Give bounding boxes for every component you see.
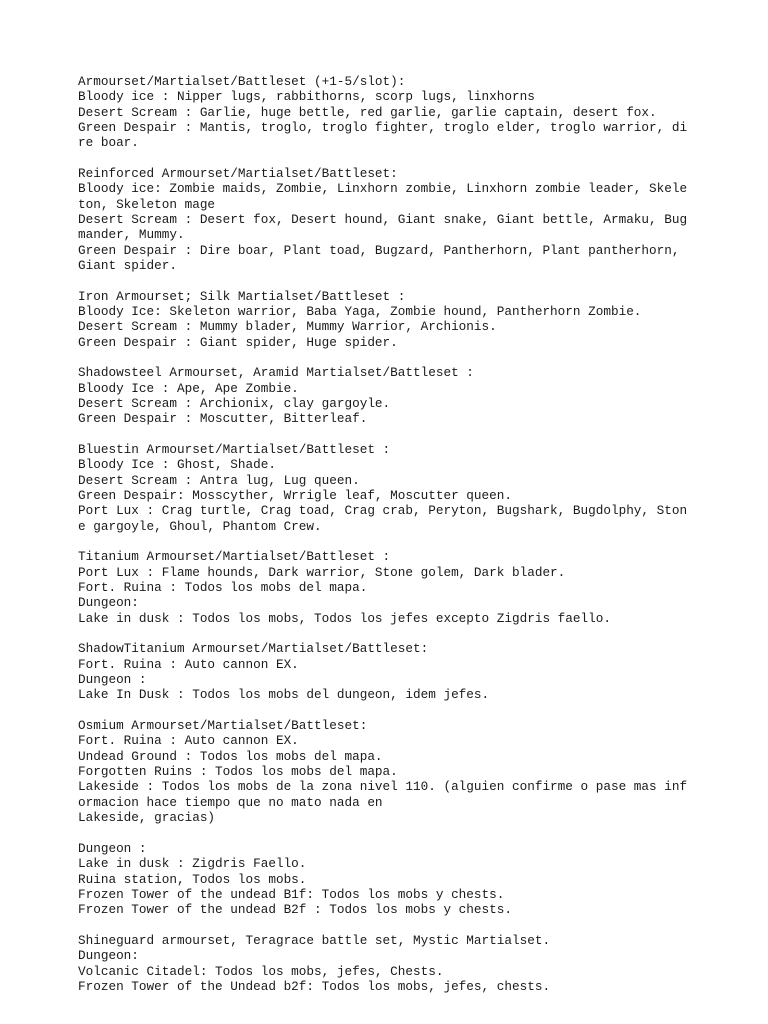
text-line: Bloody Ice : Ape, Ape Zombie. bbox=[78, 380, 299, 396]
text-line: Iron Armourset; Silk Martialset/Battleset : bbox=[78, 288, 406, 304]
text-line: Desert Scream : Archionix, clay gargoyle. bbox=[78, 396, 391, 412]
text-line: Green Despair : Moscutter, Bitterleaf. bbox=[78, 411, 368, 427]
text-line: Desert Scream : Mummy blader, Mummy Warrior, Archionis. bbox=[78, 319, 497, 335]
text-paragraph bbox=[78, 442, 758, 534]
text-line: Bloody ice: Zombie maids, Zombie, Linxhorn zombie, Linxhorn zombie leader, Skele bbox=[78, 181, 688, 197]
text-paragraph bbox=[78, 166, 758, 273]
text-line: Desert Scream : Desert fox, Desert hound, Giant snake, Giant bettle, Armaku, Bug bbox=[78, 212, 688, 228]
text-paragraph bbox=[78, 933, 758, 994]
text-line: Reinforced Armourset/Martialset/Battleset: bbox=[78, 166, 398, 182]
text-line: Lake in dusk : Todos los mobs, Todos los jefes excepto Zigdris faello. bbox=[78, 610, 611, 626]
text-line: Bluestin Armourset/Martialset/Battleset : bbox=[78, 442, 391, 458]
text-line: mander, Mummy. bbox=[78, 227, 185, 243]
text-line: Bloody Ice: Skeleton warrior, Baba Yaga, Zombie hound, Pantherhorn Zombie. bbox=[78, 304, 642, 320]
text-line: ton, Skeleton mage bbox=[78, 196, 216, 212]
text-line: ShadowTitanium Armourset/Martialset/Battleset: bbox=[78, 641, 429, 657]
text-line: Lakeside, gracias) bbox=[78, 810, 216, 826]
text-line: Lake in dusk : Zigdris Faello. bbox=[78, 856, 307, 872]
text-line: Lakeside : Todos los mobs de la zona nivel 110. (alguien confirme o pase mas inf bbox=[78, 779, 688, 795]
text-paragraph bbox=[78, 641, 758, 702]
text-line: Titanium Armourset/Martialset/Battleset : bbox=[78, 549, 391, 565]
text-line: re boar. bbox=[78, 135, 139, 151]
text-line: Armourset/Martialset/Battleset (+1-5/slot): bbox=[78, 74, 406, 89]
text-line: Giant spider. bbox=[78, 258, 177, 274]
text-line: Fort. Ruina : Auto cannon EX. bbox=[78, 733, 299, 749]
text-line: Green Despair : Mantis, troglo, troglo fighter, troglo elder, troglo warrior, di bbox=[78, 120, 688, 136]
text-line: Dungeon : bbox=[78, 672, 147, 688]
text-paragraph bbox=[78, 841, 758, 918]
document-page bbox=[78, 74, 758, 1010]
text-line: Green Despair : Dire boar, Plant toad, Bugzard, Pantherhorn, Plant pantherhorn, bbox=[78, 242, 680, 258]
text-line: Frozen Tower of the undead B1f: Todos los mobs y chests. bbox=[78, 886, 505, 902]
text-line: Frozen Tower of the undead B2f : Todos los mobs y chests. bbox=[78, 902, 512, 918]
text-line: Shadowsteel Armourset, Aramid Martialset/Battleset : bbox=[78, 365, 474, 381]
text-paragraph bbox=[78, 365, 758, 426]
text-line: Frozen Tower of the Undead b2f: Todos los mobs, jefes, chests. bbox=[78, 978, 551, 994]
text-line: Forgotten Ruins : Todos los mobs del mapa. bbox=[78, 764, 398, 780]
text-line: Bloody ice : Nipper lugs, rabbithorns, scorp lugs, linxhorns bbox=[78, 89, 535, 105]
text-line: Dungeon : bbox=[78, 840, 147, 856]
text-line: Lake In Dusk : Todos los mobs del dungeon, idem jefes. bbox=[78, 687, 490, 703]
text-paragraph bbox=[78, 549, 758, 626]
text-line: Volcanic Citadel: Todos los mobs, jefes, Chests. bbox=[78, 963, 444, 979]
text-line: Green Despair : Giant spider, Huge spider. bbox=[78, 334, 398, 350]
text-line: Dungeon: bbox=[78, 595, 139, 611]
text-line: Osmium Armourset/Martialset/Battleset: bbox=[78, 718, 368, 734]
text-paragraph bbox=[78, 718, 758, 825]
text-line: Ruina station, Todos los mobs. bbox=[78, 871, 307, 887]
text-line: Desert Scream : Garlie, huge bettle, red garlie, garlie captain, desert fox. bbox=[78, 104, 657, 120]
text-paragraph bbox=[78, 74, 758, 151]
text-line: Desert Scream : Antra lug, Lug queen. bbox=[78, 472, 360, 488]
text-line: Bloody Ice : Ghost, Shade. bbox=[78, 457, 276, 473]
text-line: Port Lux : Crag turtle, Crag toad, Crag crab, Peryton, Bugshark, Bugdolphy, Ston bbox=[78, 503, 688, 519]
text-line: Fort. Ruina : Auto cannon EX. bbox=[78, 656, 299, 672]
text-line: Shineguard armourset, Teragrace battle set, Mystic Martialset. bbox=[78, 932, 551, 948]
text-line: Fort. Ruina : Todos los mobs del mapa. bbox=[78, 580, 368, 596]
text-line: Port Lux : Flame hounds, Dark warrior, Stone golem, Dark blader. bbox=[78, 564, 566, 580]
text-line: ormacion hace tiempo que no mato nada en bbox=[78, 794, 383, 810]
text-line: Undead Ground : Todos los mobs del mapa. bbox=[78, 748, 383, 764]
text-paragraph bbox=[78, 289, 758, 350]
text-line: e gargoyle, Ghoul, Phantom Crew. bbox=[78, 518, 322, 534]
text-line: Green Despair: Mosscyther, Wrrigle leaf, Moscutter queen. bbox=[78, 488, 512, 504]
text-line: Dungeon: bbox=[78, 948, 139, 964]
